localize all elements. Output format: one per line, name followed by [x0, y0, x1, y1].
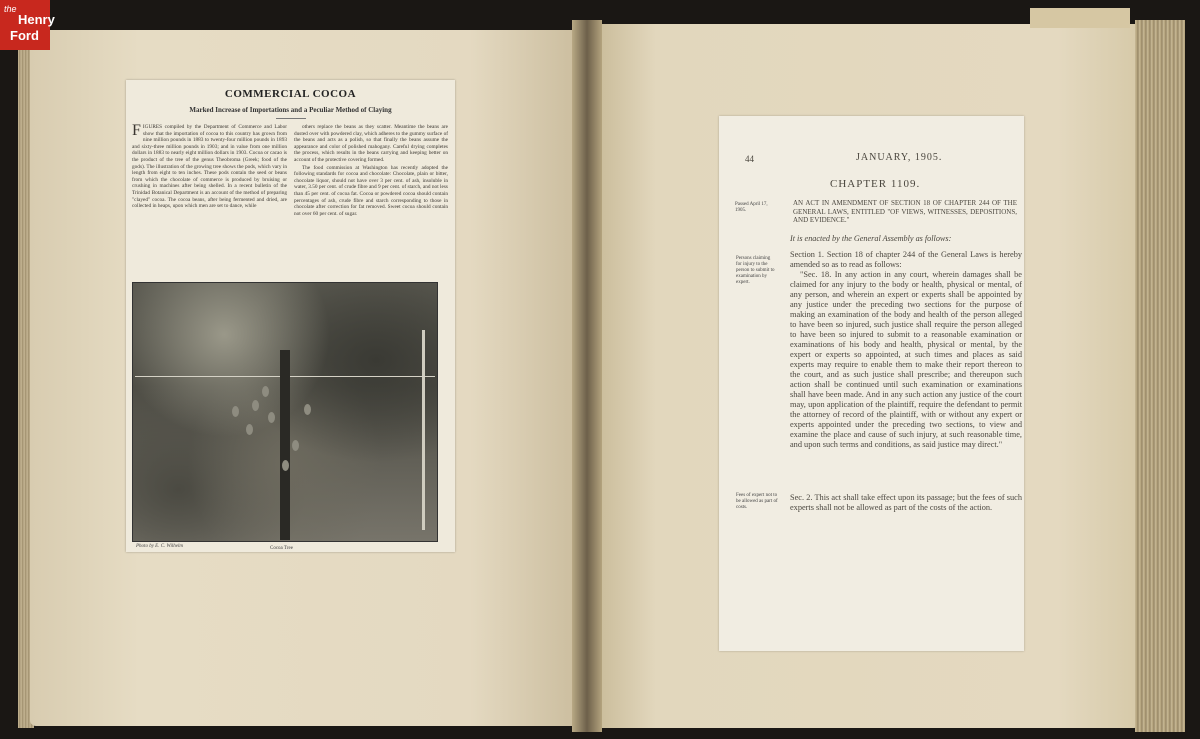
cocoa-pod	[292, 440, 299, 451]
section-1-intro: Section 1. Section 18 of chapter 244 of the General Laws is hereby amended so as to read as follows:	[790, 250, 1022, 269]
page-edge-tab	[1030, 8, 1130, 28]
title-rule	[276, 118, 306, 119]
act-title: AN ACT IN AMENDMENT OF SECTION 18 OF CHAPTER 244 OF THE GENERAL LAWS, ENTITLED "OF VIEWS, WITNESSES, DEPOSITIONS, AND EVIDENCE."	[793, 199, 1017, 224]
cocoa-pod	[232, 406, 239, 417]
margin-note-passed: Passed April 17, 1905.	[735, 202, 768, 213]
enacting-clause: It is enacted by the General Assembly as follows:	[790, 234, 952, 243]
henry-ford-logo	[0, 0, 55, 50]
page-edges	[1135, 20, 1185, 732]
margin-note-persons: Persons claiming for injury to the person to submit to examination by expert.	[736, 256, 775, 285]
page-heading: JANUARY, 1905.	[856, 152, 943, 163]
logo-line-1: the	[4, 4, 17, 14]
cocoa-pod	[268, 412, 275, 423]
photo-pole	[422, 330, 425, 530]
logo-line-3: Ford	[10, 28, 39, 43]
clipping-column-2	[294, 124, 448, 274]
cocoa-pod	[282, 460, 289, 471]
clipping-title: COMMERCIAL COCOA	[224, 88, 357, 100]
book-gutter	[572, 20, 602, 732]
column-2-paragraph-2: The food commission at Washington has recently adopted the following standards for cocoa and chocolate: Chocolate, plain or bitter, chocolate liquor, should not have over 3 per cent. of ash, insoluble in water, 3.50 per cent. of crude fibre and 9 per cent. of starch, and not less than 45 per cent. of cocoa fat. Cocoa or powdered cocoa should contain percentages of ash, crude fibre and starch corresponding to those in chocolate after correction for fat removed. Sweet cocoa should contain not over 60 per cent. of sugar.	[294, 164, 448, 217]
photo-caption: Cocoa Tree	[270, 546, 293, 551]
section-2: Sec. 2. This act shall take effect upon its passage; but the fees of such experts shall not be allowed as part of the costs of the action.	[790, 493, 1022, 512]
column-1-text: IGURES compiled by the Department of Commerce and Labor show that the importation of cocoa to this country has grown from nine million pounds in 1883 to twenty-four million pounds in 1893 and sixty-three million pounds in 1903; and in value from one million dollars in 1883 to nearly eight million dollars in 1903. Cocoa or cacao is the product of the tree of the genus Theobroma (Greek; food of the gods). The illustration of the growing tree shows the pods, which vary in length from eight to ten inches. These pods contain the seed or beans from which the chocolate of commerce is produced by bruising or crushing in machines after being shelled. In a recent bulletin of the Trinidad Botanical Department is an account of the method of preparing "clayed" cocoa. The cocoa beans, after being fermented and dried, are collected in heaps, upon which men are set to dance, while	[132, 124, 287, 210]
page-number: 44	[745, 154, 754, 164]
cocoa-pod	[262, 386, 269, 397]
tree-trunk	[280, 350, 290, 540]
cocoa-pod	[304, 404, 311, 415]
section-1	[790, 250, 1022, 450]
cocoa-pod	[246, 424, 253, 435]
margin-note-fees: Fees of expert not to be allowed as part of costs.	[736, 493, 778, 510]
clipping-column-1	[132, 124, 287, 274]
logo-line-2: Henry	[18, 12, 55, 27]
photo-credit: Photo by E. C. Wilhelm	[136, 544, 183, 549]
drop-cap: F	[132, 124, 141, 139]
cocoa-pod	[252, 400, 259, 411]
section-1-body: "Sec. 18. In any action in any court, wherein damages shall be claimed for any injury to the body or health, physical or mental, of any person, and wherein an expert or experts shall be appointed by any justice under the preceding two sections for the purpose of making an examination of the body and health of the person alleged to have been so injured, such justice shall require the person alleged to have been so injured to submit to a reasonable examination or examinations of his body and health, physical or mental, by the expert or experts so appointed, at such times and places as said experts may require to enable them to make their report thereon to the court, and as such justice shall prescribe; and thereupon such action shall be continued until such examination or examinations shall have been made. And in any such action any justice of the court may, upon application of the plaintiff, require the defendant to permit the attorney of record of the plaintiff, with or without any expert or experts appointed under the preceding two sections, to view and examine the place and cause of such injury, at such reasonable time, and upon such terms and conditions, as said justice may direct."	[790, 270, 1022, 449]
clipping-subtitle: Marked Increase of Importations and a Peculiar Method of Claying	[189, 106, 392, 114]
column-2-paragraph-1: others replace the beans as they scatter. Meantime the beans are dusted over with powdered clay, which adheres to the gummy surface of the beans and acts as a polish, so that finally the beans assume the appearance and color of polished mahogany. Careful drying completes the process, which results in the beans carrying and keeping better on account of the protective covering formed.	[294, 124, 448, 163]
chapter-heading: CHAPTER 1109.	[830, 178, 921, 190]
